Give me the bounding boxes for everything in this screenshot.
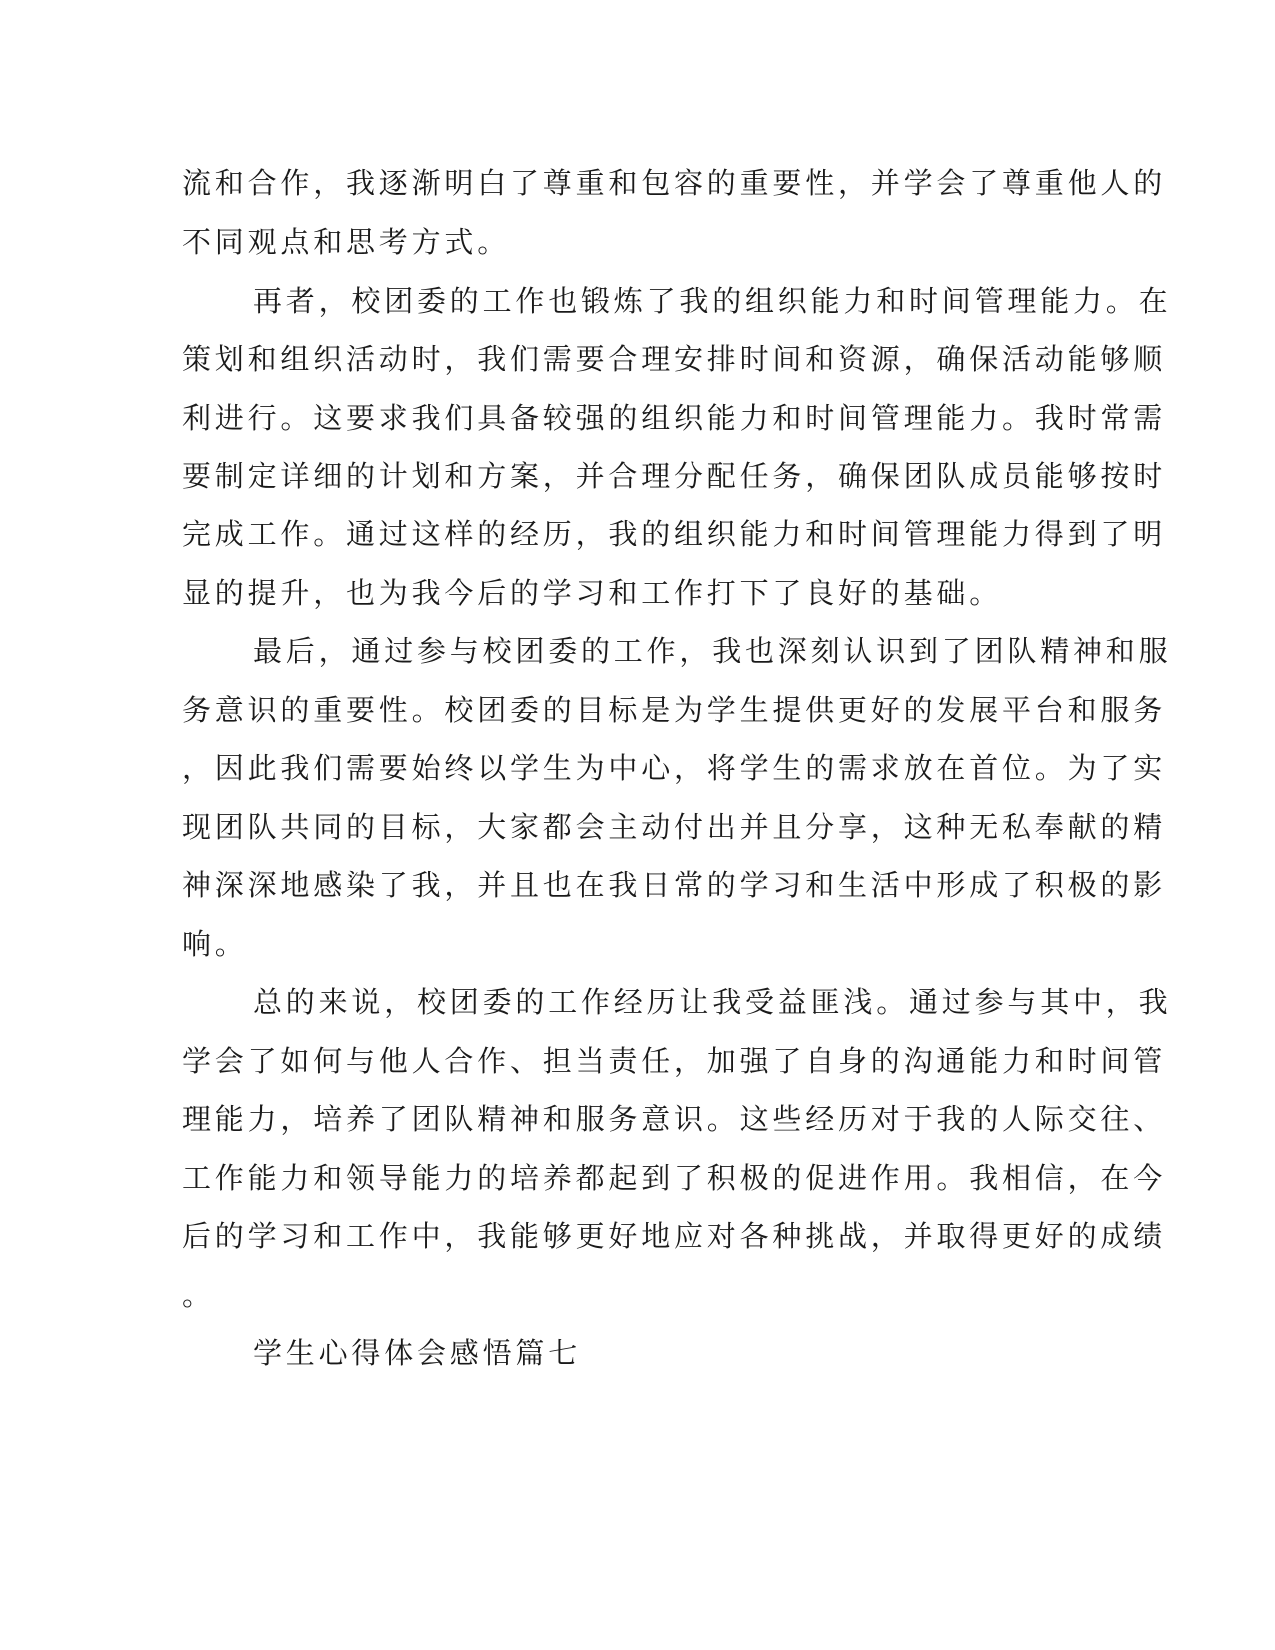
- text-line: 要制定详细的计划和方案，并合理分配任务，确保团队成员能够按时: [182, 459, 1167, 493]
- text-line: 显的提升，也为我今后的学习和工作打下了良好的基础。: [182, 576, 1003, 610]
- text-line: 神深深地感染了我，并且也在我日常的学习和生活中形成了积极的影: [182, 868, 1167, 902]
- text-line: 再者，校团委的工作也锻炼了我的组织能力和时间管理能力。在: [253, 284, 1172, 318]
- text-line: 最后，通过参与校团委的工作，我也深刻认识到了团队精神和服: [253, 634, 1172, 668]
- text-line: 工作能力和领导能力的培养都起到了积极的促进作用。我相信，在今: [182, 1161, 1167, 1195]
- text-line: ，因此我们需要始终以学生为中心，将学生的需求放在首位。为了实: [182, 751, 1167, 785]
- text-line: 利进行。这要求我们具备较强的组织能力和时间管理能力。我时常需: [182, 401, 1167, 435]
- text-line: 。: [182, 1278, 215, 1312]
- text-line: 学会了如何与他人合作、担当责任，加强了自身的沟通能力和时间管: [182, 1044, 1167, 1078]
- text-line: 总的来说，校团委的工作经历让我受益匪浅。通过参与其中，我: [253, 985, 1172, 1019]
- text-line: 流和合作，我逐渐明白了尊重和包容的重要性，并学会了尊重他人的: [182, 166, 1167, 200]
- text-line: 响。: [182, 927, 248, 961]
- text-line: 现团队共同的目标，大家都会主动付出并且分享，这种无私奉献的精: [182, 810, 1167, 844]
- text-line: 务意识的重要性。校团委的目标是为学生提供更好的发展平台和服务: [182, 693, 1167, 727]
- text-line: 后的学习和工作中，我能够更好地应对各种挑战，并取得更好的成绩: [182, 1219, 1167, 1253]
- text-line: 完成工作。通过这样的经历，我的组织能力和时间管理能力得到了明: [182, 517, 1167, 551]
- text-line: 策划和组织活动时，我们需要合理安排时间和资源，确保活动能够顺: [182, 342, 1167, 376]
- text-line: 不同观点和思考方式。: [182, 225, 511, 259]
- section-heading: 学生心得体会感悟篇七: [253, 1336, 582, 1370]
- text-line: 理能力，培养了团队精神和服务意识。这些经历对于我的人际交往、: [182, 1102, 1167, 1136]
